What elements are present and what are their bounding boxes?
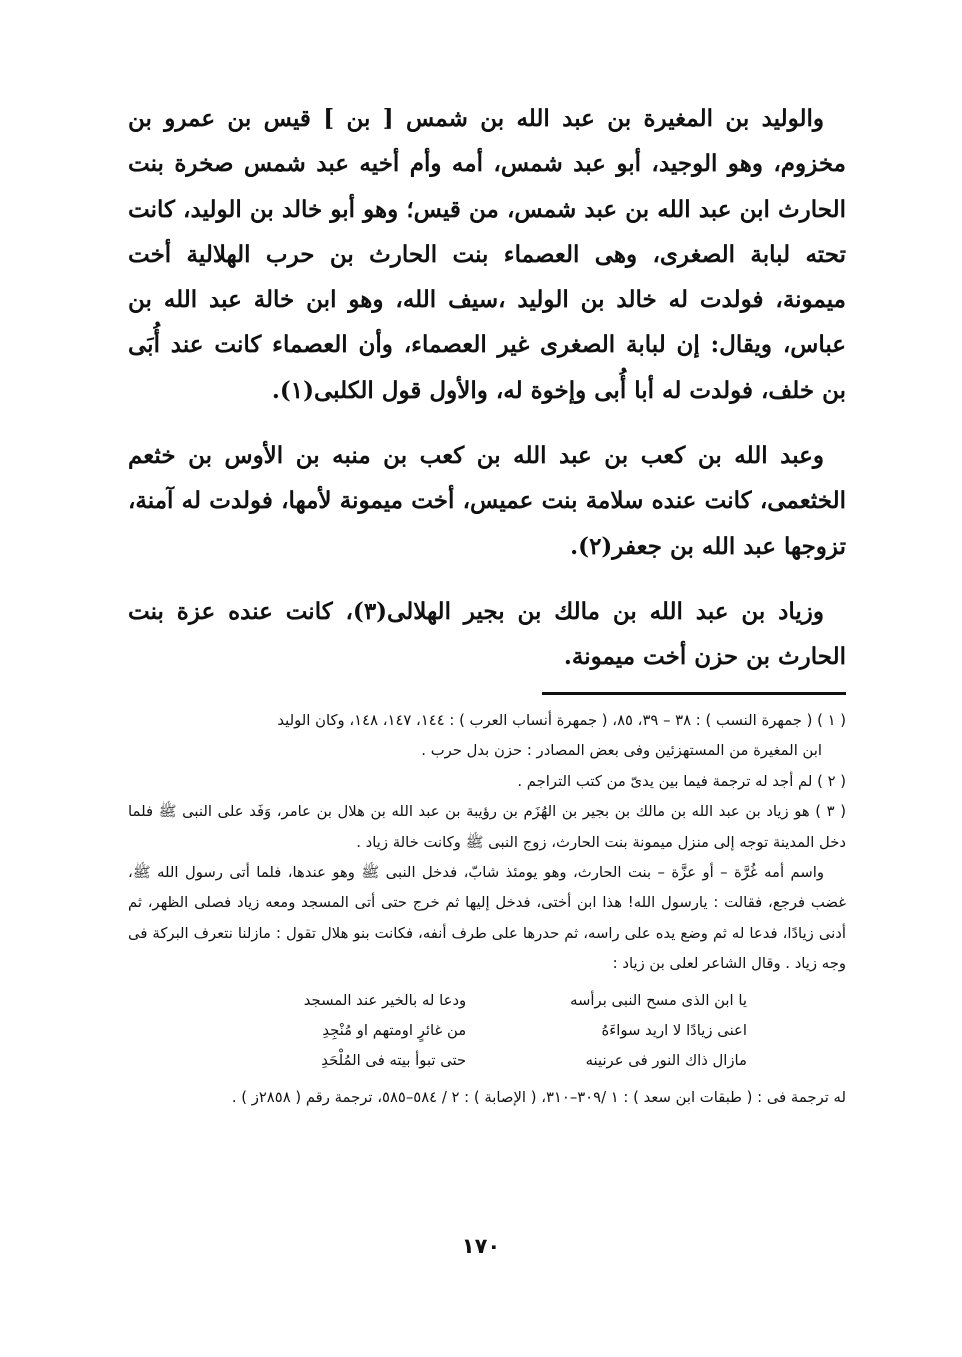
footnote-1-line-2: ابن المغيرة من المستهزئين وفى بعض المصادر : حزن بدل حرب . (421, 742, 822, 760)
poem-verses (227, 986, 747, 1077)
footnote-3-story: واسم أمه غُرَّة – أو عزَّة – بنت الحارث، وهو يومئذ شابّ، فدخل النبى ﷺ وهو عندها، فلما أتى رسول الله ﷺ، غضب فرجع، فقالت : يارسول الله! هذا ابن أختى، فدخل إليها ثم خرج حتى أتى المسجد ومعه زياد فصلى الظهر، ثم أدنى زيادًا، فدعا له ثم وضع يده على راسه، ثم حدرها على طرف أنفه، فكانت بنو هلال تقول : مازلنا نتعرف البركة فى وجه زياد . وقال الشاعر لعلى بن زياد : (128, 864, 846, 973)
footnote-3-references: له ترجمة فى : ( طبقات ابن سعد ) : ١ /٣٠٩–٣١٠، ( الإصابة ) : ٢ / ٥٨٤–٥٨٥، ترجمة رقم ( ٢٨٥٨ز ) . (231, 1088, 846, 1106)
paragraph-ziyad: وزياد بن عبد الله بن مالك بن بجير الهلالى(٣)، كانت عنده عزة بنت الحارث بن حزن أخت ميمونة. (128, 597, 846, 671)
footnote-3-intro: ( ٣ ) هو زياد بن عبد الله بن مالك بن بجير بن الهُزَم بن رؤيبة بن عبد الله بن هلال بن عامر، وَفَد على النبى ﷺ فلما دخل المدينة توجه إلى منزل ميمونة بنت الحارث، زوج النبى ﷺ وكانت خالة زياد . (128, 803, 846, 851)
footnote-1 (128, 706, 846, 767)
verse-second-hemistich: حتى تبوأ بيته فى المُلْحَدِ (321, 1052, 467, 1070)
verse-first-hemistich: مازال ذاك النور فى عرنينه (585, 1052, 747, 1070)
verse-first-hemistich: اعنى زيادًا لا اريد سواءَهُ (601, 1022, 747, 1040)
poem-verse (227, 1016, 747, 1046)
footnote-2-line-1: ( ٢ ) لم أجد له ترجمة فيما بين يدىّ من كتب التراجم . (517, 772, 846, 790)
footnote-separator-rule (542, 692, 846, 695)
verse-second-hemistich: ودعا له بالخير عند المسجد (303, 991, 467, 1009)
footnote-1-line-1: ( ١ ) ( جمهرة النسب ) : ٣٨ – ٣٩، ٨٥، ( جمهرة أنساب العرب ) : ١٤٤، ١٤٧، ١٤٨، وكان الوليد (277, 712, 846, 729)
paragraph-abdullah-bin-kaab: وعبد الله بن كعب بن عبد الله بن كعب بن منبه بن الأوس بن خثعم الخثعمى، كانت عنده سلامة بنت عميس، أخت ميمونة لأمها، فولدت له آمنة، تزوجها عبد الله بن جعفر(٢). (128, 442, 846, 560)
footnote-2 (128, 767, 846, 797)
main-text-body (128, 96, 846, 700)
poem-verse (227, 1046, 747, 1076)
footnotes-section (128, 706, 846, 1113)
verse-first-hemistich: يا ابن الذى مسح النبى برأسه (570, 991, 747, 1009)
verse-second-hemistich: من غائرٍ اومتهم او مُنْجِدِ (322, 1022, 467, 1040)
poem-verse (227, 986, 747, 1016)
page-number: ١٧٠ (461, 1234, 501, 1258)
footnote-3 (128, 797, 846, 1113)
paragraph-walid: والوليد بن المغيرة بن عبد الله بن شمس [ بن ] قيس بن عمرو بن مخزوم، وهو الوجيد، أبو عبد شمس، أمه وأم أخيه عبد شمس صخرة بنت الحارث ابن عبد الله بن عبد شمس، من قيس؛ وهو أبو خالد بن الوليد، كانت تحته لبابة الصغرى، وهى العصماء بنت الحارث بن حرب الهلالية أخت ميمونة، فولدت له خالد بن الوليد ،سيف الله، وهو ابن خالة عبد الله بن عباس، ويقال: إن لبابة الصغرى غير العصماء، وأن العصماء كانت عند أُبَى بن خلف، فولدت له أبا أُبى وإخوة له، والأول قول الكلبى(١). (128, 105, 846, 404)
